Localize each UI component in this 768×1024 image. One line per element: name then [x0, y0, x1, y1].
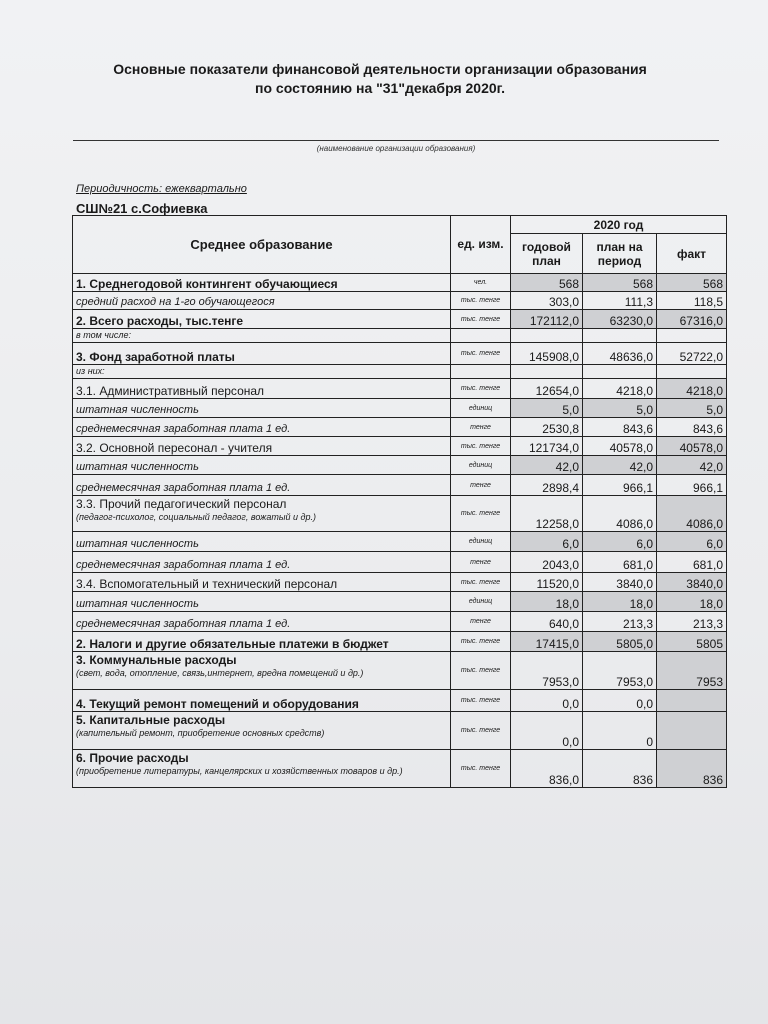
row-unit: тыс. тенге	[451, 573, 511, 592]
row-name-cell	[73, 712, 451, 750]
row-name-cell	[73, 399, 451, 418]
periodicity-label: Периодичность: ежеквартально	[76, 183, 247, 195]
row-period-value: 4086,0	[583, 496, 657, 532]
title-line-1: Основные показатели финансовой деятельности организации образования	[113, 61, 647, 77]
row-name: из них:	[76, 366, 105, 376]
table-row	[73, 418, 727, 437]
row-period-value: 568	[583, 274, 657, 292]
row-unit: тенге	[451, 475, 511, 496]
row-name: штатная численность	[76, 404, 199, 416]
row-unit: тенге	[451, 552, 511, 573]
row-period-value: 63230,0	[583, 310, 657, 329]
row-annual-value: 145908,0	[511, 343, 583, 365]
row-annual-value: 7953,0	[511, 652, 583, 690]
table-row	[73, 310, 727, 329]
header-fact: факт	[657, 234, 727, 274]
row-name-cell	[73, 652, 451, 690]
row-period-value: 40578,0	[583, 437, 657, 456]
row-name: 3.4. Вспомогательный и технический персонал	[76, 577, 338, 591]
row-annual-value: 12258,0	[511, 496, 583, 532]
row-period-value: 843,6	[583, 418, 657, 437]
row-period-value: 681,0	[583, 552, 657, 573]
row-unit: чел.	[451, 274, 511, 292]
row-fact-value	[657, 712, 727, 750]
row-annual-value: 6,0	[511, 532, 583, 552]
header-col-unit: ед. изм.	[451, 216, 511, 274]
row-name: штатная численность	[76, 598, 199, 610]
row-name-cell	[73, 552, 451, 573]
row-period-value: 3840,0	[583, 573, 657, 592]
row-period-value: 6,0	[583, 532, 657, 552]
row-fact-value: 18,0	[657, 592, 727, 612]
document-title	[100, 60, 660, 98]
title-line-2: по состоянию на "31"декабря 2020г.	[255, 80, 505, 96]
row-annual-value	[511, 365, 583, 379]
row-period-value: 7953,0	[583, 652, 657, 690]
row-unit: тыс. тенге	[451, 496, 511, 532]
table-row	[73, 632, 727, 652]
row-period-value	[583, 329, 657, 343]
table-row	[73, 292, 727, 310]
row-fact-value: 4218,0	[657, 379, 727, 399]
row-unit: единиц	[451, 532, 511, 552]
table-row	[73, 612, 727, 632]
row-note: (приобретение литературы, канцелярских и хозяйственных товаров и др.)	[76, 766, 403, 776]
row-fact-value: 3840,0	[657, 573, 727, 592]
table-row	[73, 750, 727, 788]
row-fact-value: 681,0	[657, 552, 727, 573]
row-annual-value: 0,0	[511, 712, 583, 750]
row-fact-value: 67316,0	[657, 310, 727, 329]
row-name-cell	[73, 343, 451, 365]
row-note: (свет, вода, отопление, связь,интернет, вредна помещений и др.)	[76, 668, 364, 678]
row-unit: единиц	[451, 399, 511, 418]
row-unit: тыс. тенге	[451, 310, 511, 329]
row-fact-value: 52722,0	[657, 343, 727, 365]
row-period-value: 0	[583, 712, 657, 750]
row-name: среднемесячная заработная плата 1 ед.	[76, 618, 291, 630]
row-fact-value: 966,1	[657, 475, 727, 496]
row-unit: тенге	[451, 418, 511, 437]
table-row	[73, 475, 727, 496]
table-row	[73, 343, 727, 365]
row-annual-value: 5,0	[511, 399, 583, 418]
row-fact-value	[657, 690, 727, 712]
row-name: 6. Прочие расходы	[76, 751, 189, 765]
row-name-cell	[73, 329, 451, 343]
row-name-cell	[73, 632, 451, 652]
row-fact-value: 40578,0	[657, 437, 727, 456]
row-annual-value: 17415,0	[511, 632, 583, 652]
row-name: 5. Капитальные расходы	[76, 713, 226, 727]
header-col-name: Среднее образование	[73, 216, 451, 274]
row-name: 4. Текущий ремонт помещений и оборудования	[76, 697, 359, 711]
row-name: 2. Налоги и другие обязательные платежи в бюджет	[76, 637, 389, 651]
row-unit	[451, 329, 511, 343]
table-row	[73, 399, 727, 418]
row-name-cell	[73, 750, 451, 788]
row-name-cell	[73, 292, 451, 310]
row-name-cell	[73, 573, 451, 592]
row-annual-value: 568	[511, 274, 583, 292]
row-period-value: 18,0	[583, 592, 657, 612]
row-period-value: 836	[583, 750, 657, 788]
row-note: (педагог-психолог, социальный педагог, вожатый и др.)	[76, 512, 316, 522]
table-row	[73, 274, 727, 292]
table-row	[73, 690, 727, 712]
row-name-cell	[73, 437, 451, 456]
table-row	[73, 456, 727, 475]
row-name: 1. Среднегодовой контингент обучающиеся	[76, 277, 338, 291]
table-row	[73, 712, 727, 750]
row-annual-value: 836,0	[511, 750, 583, 788]
row-unit	[451, 365, 511, 379]
row-name: среднемесячная заработная плата 1 ед.	[76, 423, 291, 435]
row-name: 3.3. Прочий педагогический персонал	[76, 497, 287, 511]
row-fact-value: 568	[657, 274, 727, 292]
school-name: СШ№21 с.Софиевка	[76, 201, 208, 216]
row-fact-value: 843,6	[657, 418, 727, 437]
row-annual-value	[511, 329, 583, 343]
row-fact-value: 118,5	[657, 292, 727, 310]
table-row	[73, 379, 727, 399]
row-name: 3.2. Основной пересонал - учителя	[76, 441, 273, 455]
row-name: среднемесячная заработная плата 1 ед.	[76, 559, 291, 571]
row-name: среднемесячная заработная плата 1 ед.	[76, 482, 291, 494]
row-unit: тыс. тенге	[451, 652, 511, 690]
row-period-value: 111,3	[583, 292, 657, 310]
organization-name-caption: (наименование организации образования)	[316, 144, 476, 153]
row-fact-value: 213,3	[657, 612, 727, 632]
row-name-cell	[73, 456, 451, 475]
row-name: 3. Фонд заработной платы	[76, 350, 235, 364]
row-annual-value: 2898,4	[511, 475, 583, 496]
header-period-plan: план на период	[583, 234, 657, 274]
row-fact-value: 836	[657, 750, 727, 788]
row-fact-value: 6,0	[657, 532, 727, 552]
row-unit: тыс. тенге	[451, 750, 511, 788]
row-period-value: 4218,0	[583, 379, 657, 399]
row-period-value: 5,0	[583, 399, 657, 418]
row-name: 2. Всего расходы, тыс.тенге	[76, 314, 244, 328]
row-unit: тыс. тенге	[451, 292, 511, 310]
row-annual-value: 42,0	[511, 456, 583, 475]
row-unit: тыс. тенге	[451, 343, 511, 365]
table-row	[73, 532, 727, 552]
row-period-value: 5805,0	[583, 632, 657, 652]
row-note: (капительный ремонт, приобретение основных средств)	[76, 728, 325, 738]
row-unit: тенге	[451, 612, 511, 632]
financial-table	[72, 215, 727, 788]
table-row	[73, 652, 727, 690]
organization-name-line	[73, 140, 719, 141]
row-name-cell	[73, 418, 451, 437]
row-annual-value: 172112,0	[511, 310, 583, 329]
row-name-cell	[73, 592, 451, 612]
row-annual-value: 121734,0	[511, 437, 583, 456]
row-annual-value: 18,0	[511, 592, 583, 612]
table-row	[73, 552, 727, 573]
row-unit: тыс. тенге	[451, 690, 511, 712]
row-name: штатная численность	[76, 461, 199, 473]
row-unit: тыс. тенге	[451, 379, 511, 399]
row-fact-value: 42,0	[657, 456, 727, 475]
row-annual-value: 11520,0	[511, 573, 583, 592]
row-name: средний расход на 1-го обучающегося	[76, 296, 275, 308]
row-name: 3. Коммунальные расходы	[76, 653, 237, 667]
row-annual-value: 0,0	[511, 690, 583, 712]
row-annual-value: 303,0	[511, 292, 583, 310]
row-fact-value: 4086,0	[657, 496, 727, 532]
row-period-value	[583, 365, 657, 379]
header-row-year	[73, 216, 727, 234]
table-row	[73, 496, 727, 532]
row-period-value: 213,3	[583, 612, 657, 632]
row-name-cell	[73, 274, 451, 292]
row-fact-value: 5805	[657, 632, 727, 652]
row-unit: единиц	[451, 456, 511, 475]
row-unit: единиц	[451, 592, 511, 612]
row-period-value: 42,0	[583, 456, 657, 475]
row-fact-value	[657, 365, 727, 379]
row-period-value: 966,1	[583, 475, 657, 496]
row-annual-value: 640,0	[511, 612, 583, 632]
row-annual-value: 2530,8	[511, 418, 583, 437]
table-row	[73, 592, 727, 612]
row-name-cell	[73, 690, 451, 712]
row-name-cell	[73, 365, 451, 379]
row-unit: тыс. тенге	[451, 712, 511, 750]
row-name-cell	[73, 475, 451, 496]
row-name-cell	[73, 612, 451, 632]
row-name-cell	[73, 496, 451, 532]
row-period-value: 48636,0	[583, 343, 657, 365]
row-unit: тыс. тенге	[451, 632, 511, 652]
row-fact-value	[657, 329, 727, 343]
row-name: 3.1. Административный персонал	[76, 384, 265, 398]
table-row	[73, 437, 727, 456]
table-row	[73, 329, 727, 343]
row-name-cell	[73, 532, 451, 552]
table-row	[73, 573, 727, 592]
header-year: 2020 год	[511, 216, 727, 234]
row-name-cell	[73, 379, 451, 399]
row-name-cell	[73, 310, 451, 329]
row-fact-value: 7953	[657, 652, 727, 690]
row-unit: тыс. тенге	[451, 437, 511, 456]
row-period-value: 0,0	[583, 690, 657, 712]
row-annual-value: 2043,0	[511, 552, 583, 573]
row-name: в том числе:	[76, 330, 132, 340]
header-annual-plan: годовой план	[511, 234, 583, 274]
table-row	[73, 365, 727, 379]
row-fact-value: 5,0	[657, 399, 727, 418]
row-annual-value: 12654,0	[511, 379, 583, 399]
row-name: штатная численность	[76, 538, 199, 550]
